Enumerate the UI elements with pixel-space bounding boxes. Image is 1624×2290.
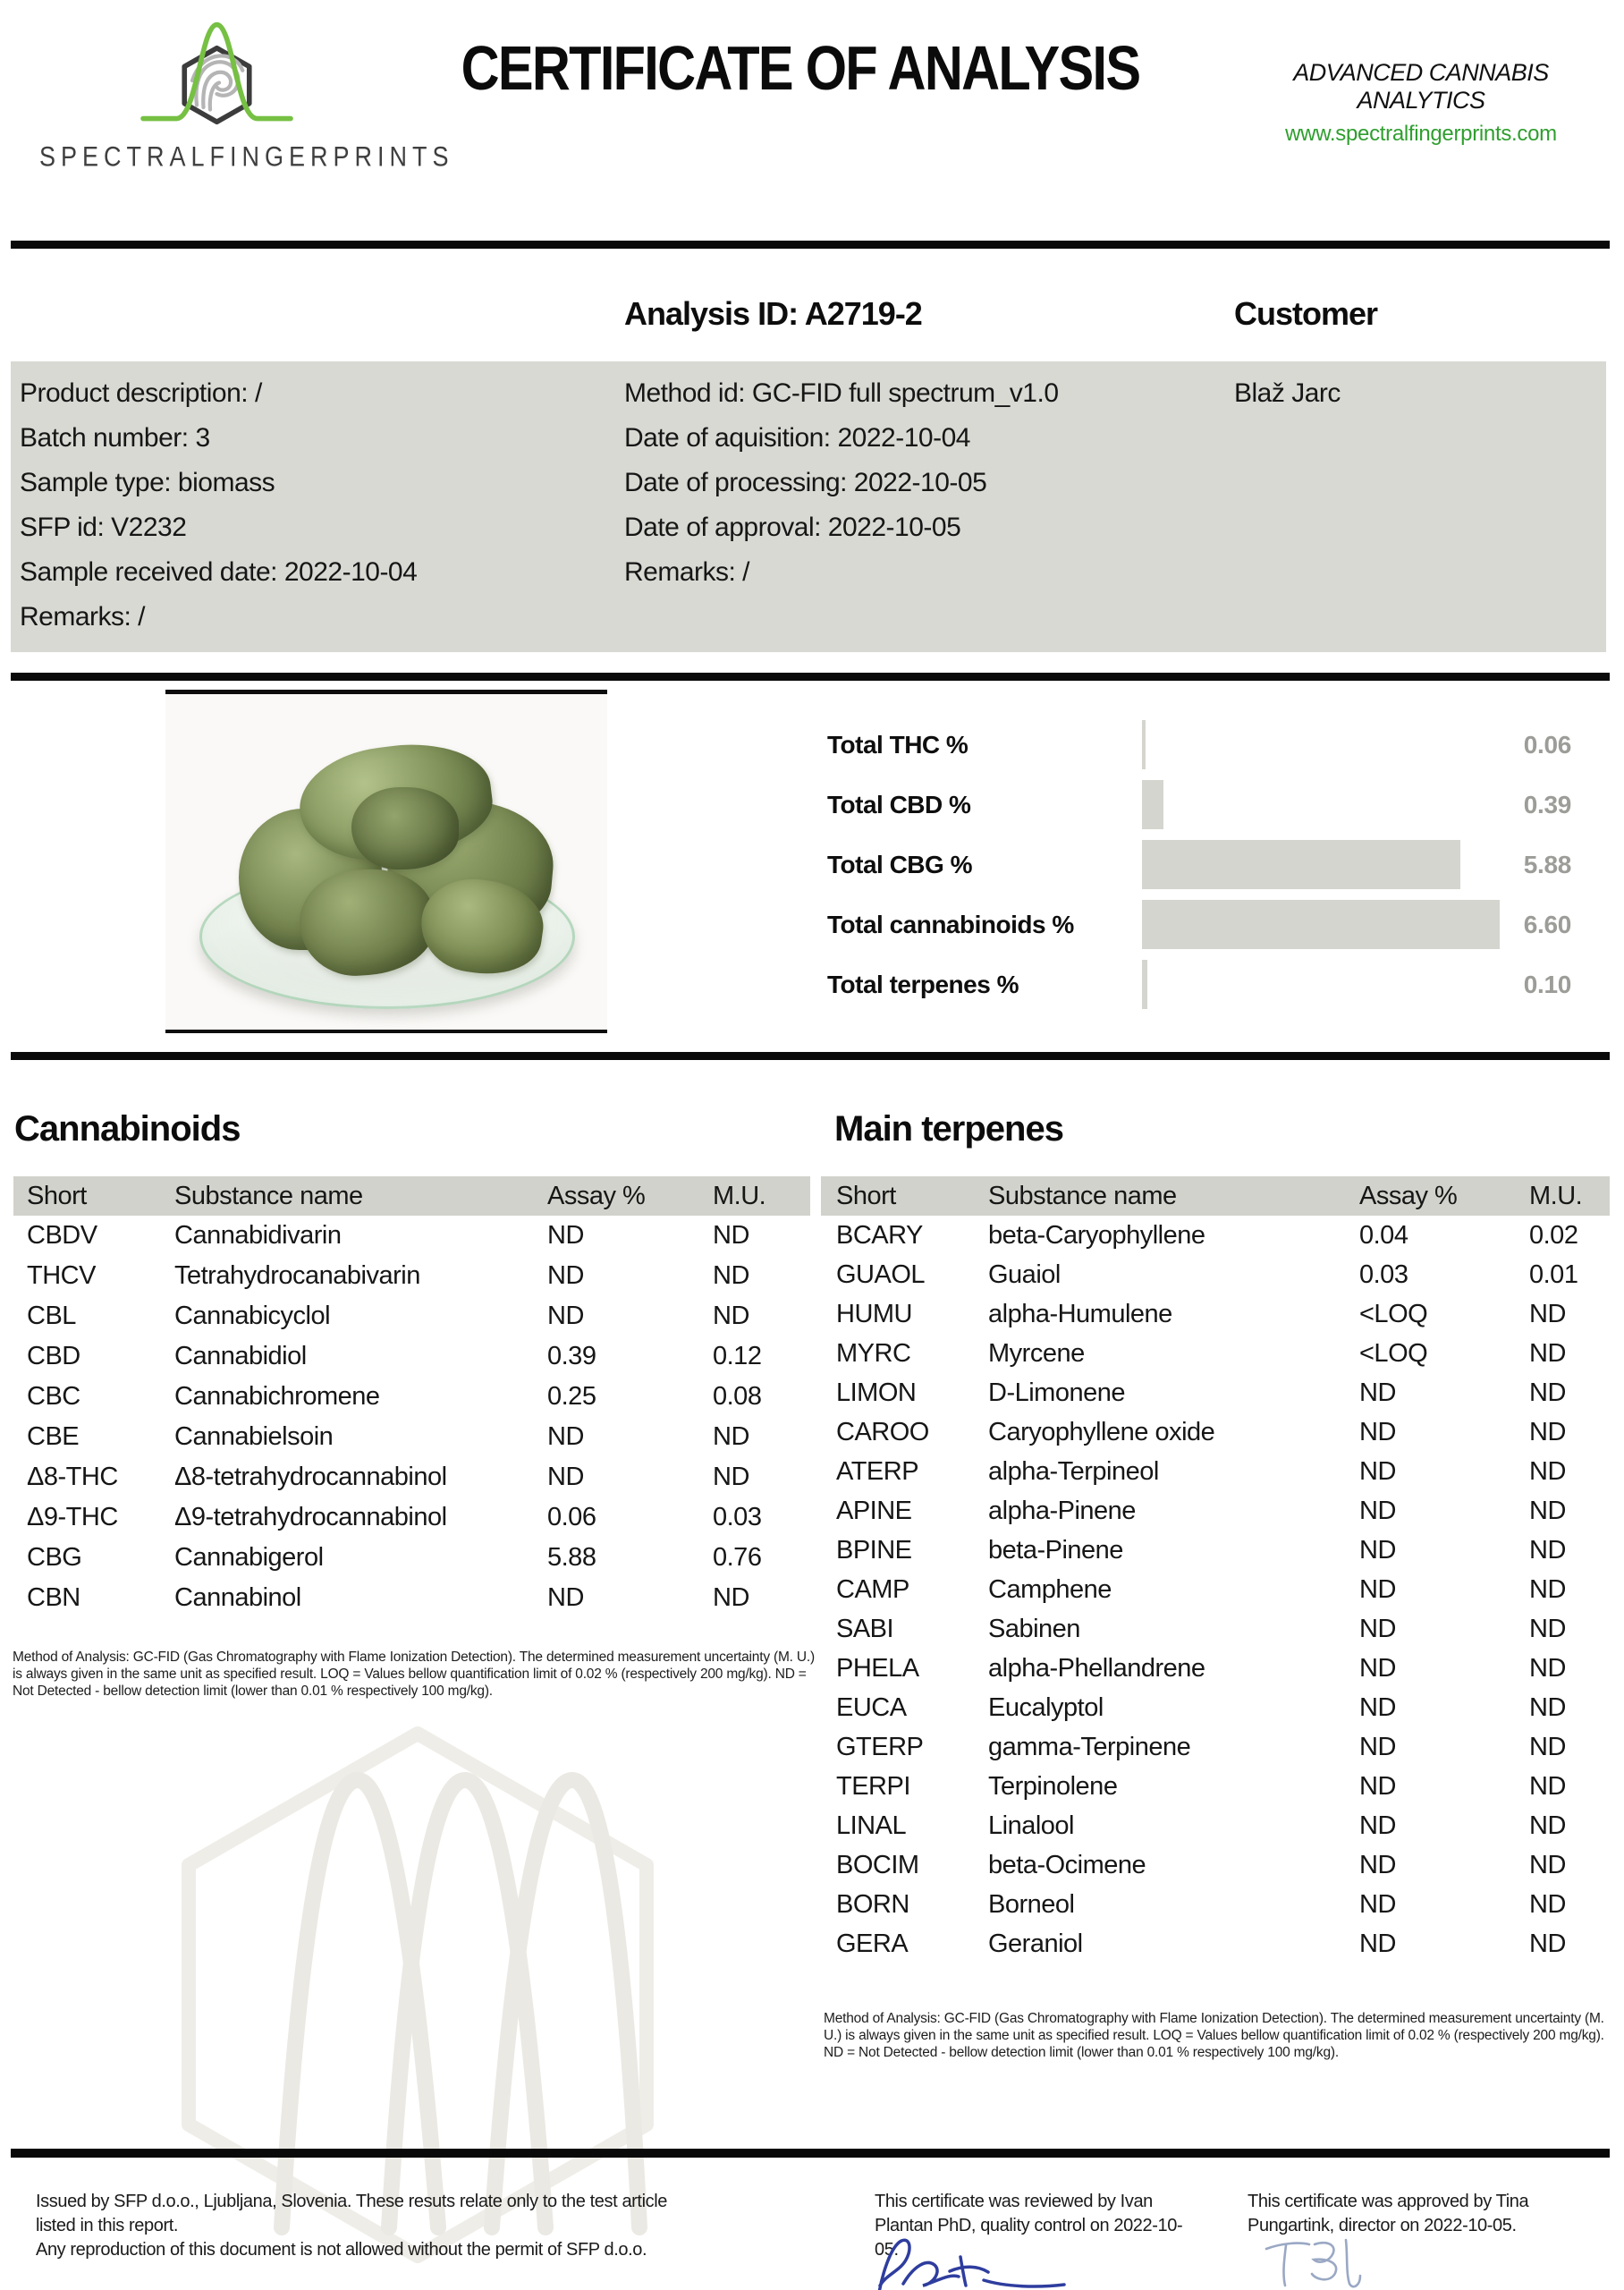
divider-rule-footer	[11, 2149, 1610, 2158]
table-row	[821, 1531, 1610, 1570]
col-mu: M.U.	[1529, 1181, 1583, 1210]
cell-short: BOCIM	[836, 1850, 919, 1879]
cell-substance: alpha-Pinene	[988, 1496, 1136, 1525]
cell-substance: Sabinen	[988, 1614, 1080, 1643]
col-substance: Substance name	[988, 1181, 1177, 1210]
chart-bar-track	[1142, 840, 1522, 889]
cell-assay: ND	[1359, 1692, 1396, 1722]
cell-assay: ND	[1359, 1653, 1396, 1683]
cell-assay: <LOQ	[1359, 1299, 1428, 1328]
cell-short: BPINE	[836, 1535, 912, 1565]
table-row	[13, 1377, 810, 1417]
cell-short: GUAOL	[836, 1260, 926, 1289]
table-row	[821, 1885, 1610, 1924]
cell-mu: ND	[1529, 1692, 1566, 1722]
info-field: Remarks: /	[20, 602, 146, 632]
chart-row	[827, 900, 1571, 949]
cell-mu: ND	[713, 1221, 749, 1250]
cell-mu: 0.08	[713, 1382, 762, 1411]
table-row	[821, 1334, 1610, 1373]
info-field: Date of approval: 2022-10-05	[624, 513, 961, 542]
cell-assay: ND	[1359, 1535, 1396, 1565]
cell-short: CAMP	[836, 1574, 909, 1604]
info-field: Date of processing: 2022-10-05	[624, 468, 987, 497]
col-short: Short	[27, 1181, 87, 1210]
terpenes-method-note: Method of Analysis: GC-FID (Gas Chromatography with Flame Ionization Detection). The determined measurement uncertainty (M. U.) is always given in the same unit as specified result. LOQ = Values bellow quantification limit of 0.02 % (respectively 200 mg/kg). ND = Not Detected - bellow detection limit (lower than 0.01 % respectively 100 mg/kg).	[824, 2011, 1604, 2060]
chart-row	[827, 960, 1571, 1009]
cell-substance: Δ8-tetrahydrocannabinol	[174, 1463, 447, 1491]
cell-short: Δ9-THC	[27, 1503, 118, 1531]
terpenes-title: Main terpenes	[834, 1109, 1063, 1149]
approved-statement: This certificate was approved by Tina Pungartink, director on 2022-10-05.	[1248, 2192, 1529, 2235]
table-row	[13, 1497, 810, 1538]
col-mu: M.U.	[713, 1181, 766, 1210]
cell-short: HUMU	[836, 1299, 912, 1328]
cell-mu: ND	[1529, 1574, 1566, 1604]
table-row	[13, 1417, 810, 1457]
cell-assay: ND	[547, 1302, 584, 1330]
cell-short: GTERP	[836, 1732, 924, 1761]
cell-short: THCV	[27, 1261, 96, 1290]
cell-mu: ND	[713, 1422, 749, 1451]
table-row	[821, 1452, 1610, 1491]
cell-mu: ND	[1529, 1653, 1566, 1683]
table-row	[821, 1649, 1610, 1688]
chart-value-label: 0.10	[1523, 971, 1571, 998]
info-field: Sample received date: 2022-10-04	[20, 557, 418, 587]
table-row	[821, 1216, 1610, 1255]
cell-short: LIMON	[836, 1378, 917, 1407]
chart-category-label: Total CBD %	[827, 791, 971, 818]
cannabinoids-method-note: Method of Analysis: GC-FID (Gas Chromatography with Flame Ionization Detection). The determined measurement uncertainty (M. U.) is always given in the same unit as specified result. LOQ = Values bellow quantification limit of 0.02 % (respectively 200 mg/kg). ND = Not Detected - bellow detection limit (lower than 0.01 % respectively 100 mg/kg).	[13, 1650, 815, 1699]
table-row	[821, 1570, 1610, 1609]
cell-mu: ND	[1529, 1535, 1566, 1565]
cell-mu: 0.03	[713, 1503, 762, 1531]
cell-assay: 0.39	[547, 1342, 596, 1370]
cell-short: CBC	[27, 1382, 80, 1411]
table-header-row	[13, 1176, 810, 1216]
table-row	[821, 1924, 1610, 1963]
cell-mu: ND	[1529, 1850, 1566, 1879]
cell-mu: 0.01	[1529, 1260, 1578, 1289]
table-row	[821, 1373, 1610, 1412]
info-field: Date of aquisition: 2022-10-04	[624, 423, 970, 453]
cell-short: MYRC	[836, 1338, 911, 1368]
analysis-id-heading: Analysis ID: A2719-2	[624, 295, 922, 332]
table-row	[13, 1296, 810, 1336]
cell-assay: ND	[547, 1221, 584, 1250]
cell-mu: 0.76	[713, 1543, 762, 1572]
cell-short: ATERP	[836, 1456, 919, 1486]
cell-short: SABI	[836, 1614, 894, 1643]
cell-substance: Δ9-tetrahydrocannabinol	[174, 1503, 447, 1531]
terpenes-table	[821, 1176, 1610, 1963]
table-row	[821, 1255, 1610, 1294]
header-right	[1232, 59, 1610, 147]
cell-mu: ND	[1529, 1889, 1566, 1919]
cell-assay: ND	[1359, 1811, 1396, 1840]
cell-assay: ND	[547, 1463, 584, 1491]
issued-statement	[36, 2190, 706, 2262]
cell-substance: Cannabicyclol	[174, 1302, 331, 1330]
reviewed-statement: This certificate was reviewed by Ivan Plantan PhD, quality control on 2022-10-05.	[875, 2192, 1183, 2260]
cell-assay: ND	[547, 1422, 584, 1451]
chart-bar	[1142, 720, 1146, 769]
col-assay: Assay %	[1359, 1181, 1458, 1210]
cell-substance: beta-Caryophyllene	[988, 1220, 1205, 1250]
cell-assay: ND	[1359, 1929, 1396, 1958]
brand-logo-icon	[139, 18, 295, 143]
cell-mu: 0.12	[713, 1342, 762, 1370]
info-field: Batch number: 3	[20, 423, 210, 453]
cell-mu: ND	[713, 1261, 749, 1290]
cell-mu: ND	[1529, 1614, 1566, 1643]
table-row	[821, 1767, 1610, 1806]
cell-mu: ND	[1529, 1417, 1566, 1446]
cell-assay: <LOQ	[1359, 1338, 1428, 1368]
cell-substance: Myrcene	[988, 1338, 1085, 1368]
info-field: Method id: GC-FID full spectrum_v1.0	[624, 378, 1059, 408]
cell-assay: ND	[1359, 1732, 1396, 1761]
chart-value-label: 0.06	[1523, 731, 1571, 759]
chart-category-label: Total THC %	[827, 731, 968, 759]
chart-value-label: 0.39	[1523, 791, 1571, 818]
cell-substance: Guaiol	[988, 1260, 1061, 1289]
totals-chart	[827, 720, 1571, 1009]
cell-mu: ND	[713, 1463, 749, 1491]
chart-category-label: Total CBG %	[827, 851, 972, 878]
cannabinoids-table	[13, 1176, 810, 1618]
chart-bar	[1142, 900, 1500, 949]
cell-mu: ND	[1529, 1338, 1566, 1368]
cell-substance: beta-Pinene	[988, 1535, 1123, 1565]
cell-assay: 0.25	[547, 1382, 596, 1411]
cell-substance: Cannabigerol	[174, 1543, 324, 1572]
cell-assay: ND	[547, 1583, 584, 1612]
table-row	[821, 1727, 1610, 1767]
customer-name: Blaž Jarc	[1234, 378, 1341, 408]
cell-short: TERPI	[836, 1771, 910, 1801]
cell-substance: Borneol	[988, 1889, 1075, 1919]
sample-info-left	[20, 380, 417, 631]
cell-substance: beta-Ocimene	[988, 1850, 1146, 1879]
cell-assay: ND	[1359, 1771, 1396, 1801]
cell-substance: Caryophyllene oxide	[988, 1417, 1215, 1446]
cell-mu: ND	[713, 1302, 749, 1330]
cell-mu: ND	[1529, 1299, 1566, 1328]
divider-rule-2	[11, 673, 1610, 681]
cell-substance: Terpinolene	[988, 1771, 1118, 1801]
cell-assay: 0.04	[1359, 1220, 1408, 1250]
info-field: Sample type: biomass	[20, 468, 275, 497]
cell-short: CBN	[27, 1583, 80, 1612]
cell-short: LINAL	[836, 1811, 907, 1840]
cell-substance: gamma-Terpinene	[988, 1732, 1191, 1761]
cell-mu: ND	[713, 1583, 749, 1612]
cell-assay: ND	[1359, 1574, 1396, 1604]
table-row	[13, 1216, 810, 1256]
cell-assay: ND	[1359, 1614, 1396, 1643]
reviewer-signature	[866, 2232, 1076, 2290]
chart-category-label: Total terpenes %	[827, 971, 1019, 998]
cell-substance: Cannabichromene	[174, 1382, 380, 1411]
cell-short: CBD	[27, 1342, 80, 1370]
chart-bar-track	[1142, 720, 1522, 769]
divider-rule-top	[11, 241, 1610, 249]
chart-row	[827, 780, 1571, 829]
cell-substance: Tetrahydrocanabivarin	[174, 1261, 420, 1290]
chart-bar	[1142, 780, 1163, 829]
cell-mu: 0.02	[1529, 1220, 1578, 1250]
company-tagline: ADVANCED CANNABIS ANALYTICS	[1293, 59, 1549, 114]
cell-mu: ND	[1529, 1929, 1566, 1958]
cell-short: CBL	[27, 1302, 76, 1330]
cell-assay: ND	[1359, 1417, 1396, 1446]
chart-value-label: 5.88	[1523, 851, 1571, 878]
col-substance: Substance name	[174, 1181, 363, 1210]
table-row	[821, 1609, 1610, 1649]
cell-substance: Cannabidivarin	[174, 1221, 342, 1250]
cell-substance: Eucalyptol	[988, 1692, 1104, 1722]
chart-bar-track	[1142, 960, 1522, 1009]
table-row	[821, 1806, 1610, 1845]
customer-info	[1234, 380, 1341, 407]
cell-assay: ND	[547, 1261, 584, 1290]
cell-short: EUCA	[836, 1692, 907, 1722]
chart-bar	[1142, 840, 1460, 889]
cell-assay: ND	[1359, 1378, 1396, 1407]
issued-line1: Issued by SFP d.o.o., Ljubljana, Slovenia. These resuts relate only to the test article listed in this report.	[36, 2192, 667, 2235]
table-row	[821, 1294, 1610, 1334]
info-field: SFP id: V2232	[20, 513, 187, 542]
table-row	[13, 1336, 810, 1377]
cell-substance: Geraniol	[988, 1929, 1083, 1958]
sample-photo	[165, 690, 607, 1033]
cell-substance: Cannabidiol	[174, 1342, 307, 1370]
cell-substance: alpha-Humulene	[988, 1299, 1172, 1328]
table-row	[13, 1538, 810, 1578]
cell-assay: ND	[1359, 1889, 1396, 1919]
cell-short: CBE	[27, 1422, 80, 1451]
cell-short: BCARY	[836, 1220, 923, 1250]
cell-mu: ND	[1529, 1732, 1566, 1761]
cell-short: Δ8-THC	[27, 1463, 118, 1491]
cell-substance: D-Limonene	[988, 1378, 1125, 1407]
cell-substance: Cannabinol	[174, 1583, 301, 1612]
chart-row	[827, 840, 1571, 889]
cannabis-bud	[351, 787, 459, 869]
cell-short: CAROO	[836, 1417, 929, 1446]
cell-mu: ND	[1529, 1811, 1566, 1840]
cell-assay: 0.06	[547, 1503, 596, 1531]
table-row	[13, 1457, 810, 1497]
chart-bar-track	[1142, 900, 1522, 949]
cell-assay: 0.03	[1359, 1260, 1408, 1289]
cell-substance: Cannabielsoin	[174, 1422, 334, 1451]
chart-bar-track	[1142, 780, 1522, 829]
cell-assay: ND	[1359, 1456, 1396, 1486]
cell-assay: ND	[1359, 1850, 1396, 1879]
table-row	[13, 1256, 810, 1296]
cell-assay: 5.88	[547, 1543, 596, 1572]
table-row	[13, 1578, 810, 1618]
col-assay: Assay %	[547, 1181, 646, 1210]
info-field: Product description: /	[20, 378, 262, 408]
cell-substance: alpha-Phellandrene	[988, 1653, 1205, 1683]
cell-short: PHELA	[836, 1653, 919, 1683]
cell-substance: alpha-Terpineol	[988, 1456, 1159, 1486]
chart-row	[827, 720, 1571, 769]
sample-info-middle	[624, 380, 1059, 586]
cell-assay: ND	[1359, 1496, 1396, 1525]
chart-value-label: 6.60	[1523, 911, 1571, 938]
cell-short: CBDV	[27, 1221, 97, 1250]
website-link[interactable]: www.spectralfingerprints.com	[1285, 122, 1557, 146]
chart-bar	[1142, 960, 1147, 1009]
cell-short: CBG	[27, 1543, 82, 1572]
cell-short: APINE	[836, 1496, 912, 1525]
info-field: Remarks: /	[624, 557, 750, 587]
cell-short: BORN	[836, 1889, 909, 1919]
cell-mu: ND	[1529, 1771, 1566, 1801]
col-short: Short	[836, 1181, 896, 1210]
page-title: CERTIFICATE OF ANALYSIS	[461, 33, 1140, 103]
cell-mu: ND	[1529, 1496, 1566, 1525]
table-row	[821, 1491, 1610, 1531]
cell-substance: Linalool	[988, 1811, 1074, 1840]
table-row	[821, 1688, 1610, 1727]
chart-category-label: Total cannabinoids %	[827, 911, 1074, 938]
table-row	[821, 1845, 1610, 1885]
cannabinoids-title: Cannabinoids	[14, 1109, 241, 1149]
table-header-row	[821, 1176, 1610, 1216]
customer-heading: Customer	[1234, 295, 1378, 332]
brand-wordmark: SPECTRALFINGERPRINTS	[39, 141, 454, 173]
table-row	[821, 1412, 1610, 1452]
cell-mu: ND	[1529, 1378, 1566, 1407]
issued-line2: Any reproduction of this document is not allowed without the permit of SFP d.o.o.	[36, 2240, 647, 2260]
cell-substance: Camphene	[988, 1574, 1112, 1604]
cell-short: GERA	[836, 1929, 909, 1958]
cell-mu: ND	[1529, 1456, 1566, 1486]
director-signature	[1259, 2233, 1380, 2290]
divider-rule-3	[11, 1052, 1610, 1060]
